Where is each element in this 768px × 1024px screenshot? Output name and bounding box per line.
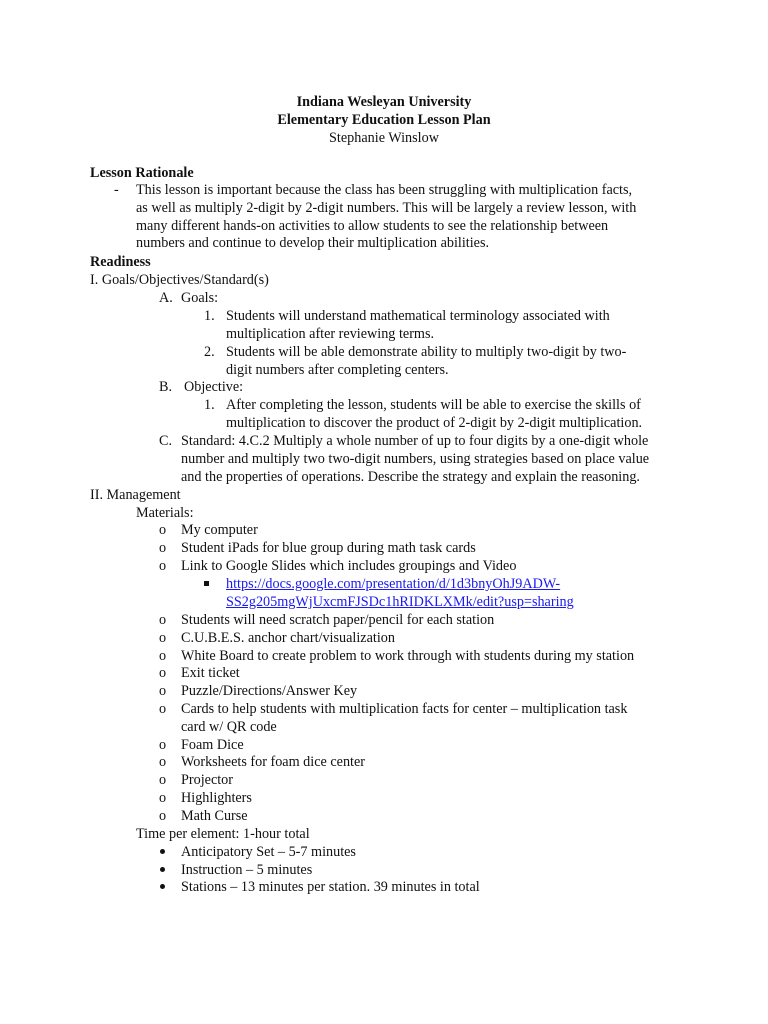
materials-label: Materials: [136,505,194,521]
material-item: Puzzle/Directions/Answer Key [181,683,358,699]
bullet-marker: o [159,648,167,664]
rationale-line: as well as multiply 2-digit by 2-digit numbers. This will be largely a review lesson, with [136,200,637,216]
google-slides-link[interactable]: SS2g205mgWjUxcmFJSDc1hRIDKLXMk/edit?usp=sharing [226,594,574,610]
bullet-marker: o [159,612,167,628]
goal-1-line: Students will understand mathematical terminology associated with [226,308,610,324]
goal-1-line: multiplication after reviewing terms. [226,326,435,342]
material-item: Highlighters [181,790,252,806]
time-item: Anticipatory Set – 5-7 minutes [181,844,356,860]
google-slides-link[interactable]: https://docs.google.com/presentation/d/1d3bnyOhJ9ADW- [226,576,561,592]
standard-line: Standard: 4.C.2 Multiply a whole number of up to four digits by a one-digit whole [181,433,649,449]
dot-bullet [160,844,165,861]
goal-2-line: Students will be able demonstrate ability to multiply two-digit by two- [226,344,627,360]
material-item: Foam Dice [181,737,244,753]
rationale-line: many different hands-on activities to allow students to see the relationship between [136,218,609,234]
material-item: My computer [181,522,258,538]
plan-title: Elementary Education Lesson Plan [277,112,491,128]
bullet-marker: o [159,772,167,788]
material-item: C.U.B.E.S. anchor chart/visualization [181,630,395,646]
rationale-line: This lesson is important because the class has been struggling with multiplication facts, [136,182,633,198]
bullet-marker: o [159,630,167,646]
objective-marker: B. [159,379,173,395]
dot-bullet [160,862,165,879]
rationale-line: numbers and continue to develop their multiplication abilities. [136,235,490,251]
square-bullet [204,576,209,593]
rationale-dash: - [114,182,119,198]
material-item: Student iPads for blue group during math task cards [181,540,476,556]
material-item: Students will need scratch paper/pencil for each station [181,612,495,628]
bullet-marker: o [159,540,167,556]
standard-line: number and multiply two two-digit numbers, using strategies based on place value [181,451,650,467]
material-item: Math Curse [181,808,248,824]
dot-bullet [160,879,165,896]
objective-1-line: multiplication to discover the product of 2-digit by 2-digit multiplication. [226,415,643,431]
material-item: Exit ticket [181,665,240,681]
time-label: Time per element: 1-hour total [136,826,310,842]
goal-1-marker: 1. [204,308,215,324]
goals-marker: A. [159,290,173,306]
bullet-marker: o [159,737,167,753]
standard-line: and the properties of operations. Describe the strategy and explain the reasoning. [181,469,640,485]
material-item: White Board to create problem to work through with students during my station [181,648,635,664]
section-i-heading: I. Goals/Objectives/Standard(s) [90,272,269,288]
bullet-marker: o [159,808,167,824]
material-item: card w/ QR code [181,719,277,735]
material-item: Projector [181,772,234,788]
goal-2-marker: 2. [204,344,215,360]
material-item: Worksheets for foam dice center [181,754,366,770]
time-item: Stations – 13 minutes per station. 39 minutes in total [181,879,480,895]
objective-1-marker: 1. [204,397,215,413]
university-title: Indiana Wesleyan University [296,94,472,110]
bullet-marker: o [159,558,167,574]
bullet-marker: o [159,790,167,806]
bullet-marker: o [159,683,167,699]
bullet-marker: o [159,665,167,681]
objective-label: Objective: [184,379,244,395]
goals-label: Goals: [181,290,219,306]
readiness-heading: Readiness [90,254,151,270]
author-name: Stephanie Winslow [329,130,439,146]
bullet-marker: o [159,701,167,717]
bullet-marker: o [159,522,167,538]
goal-2-line: digit numbers after completing centers. [226,362,449,378]
material-item: Link to Google Slides which includes groupings and Video [181,558,517,574]
objective-1-line: After completing the lesson, students will be able to exercise the skills of [226,397,641,413]
rationale-heading: Lesson Rationale [90,165,194,181]
standard-marker: C. [159,433,173,449]
management-heading: II. Management [90,487,181,503]
bullet-marker: o [159,754,167,770]
material-item: Cards to help students with multiplication facts for center – multiplication task [181,701,628,717]
time-item: Instruction – 5 minutes [181,862,313,878]
